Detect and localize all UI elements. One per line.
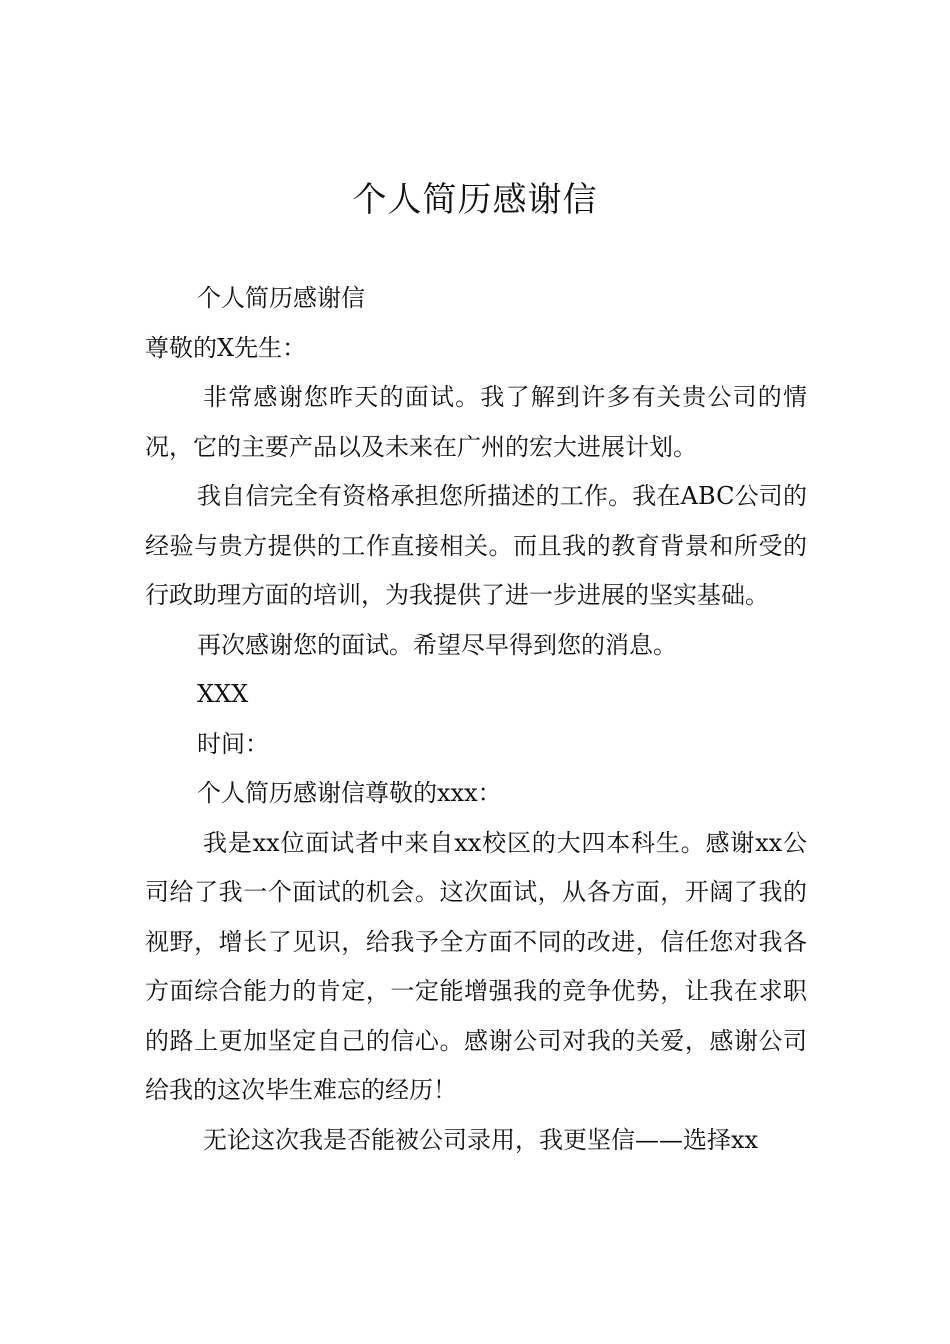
paragraph: 无论这次我是否能被公司录用，我更坚信——选择xx — [203, 1125, 759, 1154]
signature: XXX — [197, 680, 249, 708]
date-line: 时间： — [197, 729, 269, 758]
salutation: 尊敬的X先生： — [145, 333, 307, 362]
letter-heading: 个人简历感谢信 — [197, 284, 365, 312]
document-body — [145, 274, 807, 1165]
paragraph: 我自信完全有资格承担您所描述的工作。我在ABC公司的经验与贵方提供的工作直接相关。而且我的教育背景和所受的行政助理方面的培训，为我提供了进一步进展的坚实基础。 — [145, 482, 807, 609]
document-title: 个人简历感谢信 — [352, 180, 598, 220]
paragraph: 非常感谢您昨天的面试。我了解到许多有关贵公司的情况，它的主要产品以及未来在广州的宏大进展计划。 — [145, 383, 807, 461]
paragraph: 再次感谢您的面试。希望尽早得到您的消息。 — [197, 630, 677, 659]
second-letter-heading: 个人简历感谢信尊敬的xxx： — [197, 779, 502, 807]
paragraph: 我是xx位面试者中来自xx校区的大四本科生。感谢xx公司给了我一个面试的机会。这次面试，从各方面，开阔了我的视野，增长了见识，给我予全方面不同的改进，信任您对我各方面综合能力的肯定，一定能增强我的竞争优势，让我在求职的路上更加坚定自己的信心。感谢公司对我的关爱，感谢公司给我的这次毕生难忘的经历！ — [145, 828, 807, 1104]
